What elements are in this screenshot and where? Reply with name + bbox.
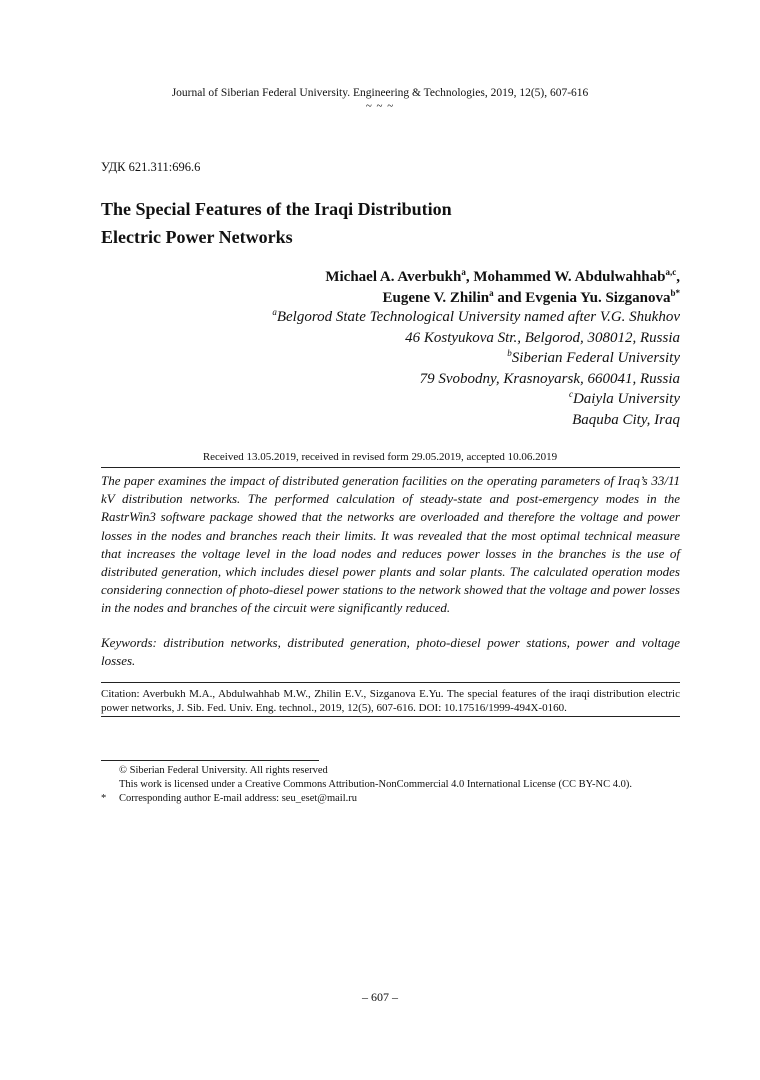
affiliation-name: $^a$Belgorod State Technological University named after V.G. Shukhov xyxy=(272,307,680,325)
affiliation-mark: c xyxy=(568,389,573,399)
affiliation-name: $^c$Daiyla University xyxy=(568,389,680,407)
author-name: Michael A. Averbukh xyxy=(325,269,462,285)
citation-top-rule xyxy=(101,682,680,683)
footnote-license: This work is licensed under a Creative Commons Attribution-NonCommercial 4.0 International License (CC BY-NC 4.0). xyxy=(119,779,632,790)
paper-title-line-1: The Special Features of the Iraqi Distribution xyxy=(101,199,452,219)
author-affiliation-mark: a xyxy=(461,267,466,277)
author-affiliation-mark: a xyxy=(489,288,494,298)
abstract: The paper examines the impact of distributed generation facilities on the operating parameters of Iraq’s 33/11 kV distribution networks. The performed calculation of steady-state and post-emergency modes in the RastrWin3 software package showed that the networks are overloaded and therefore the voltage and power losses in the nodes and branches reach their limits. It was revealed that the most optimal technical measure that increases the voltage level in the load nodes and reduces power losses in the branches is the use of distributed generation, which includes diesel power plants and solar plants. The calculated operation modes considering connection of photo-diesel power stations to the network showed that the voltage and power losses in the nodes and branches of the circuit were significantly reduced. xyxy=(101,473,680,616)
author-separator: and xyxy=(493,290,526,306)
affiliation-address: 79 Svobodny, Krasnoyarsk, 660041, Russia xyxy=(419,370,680,387)
udk-code: УДК 621.311:696.6 xyxy=(101,160,201,174)
footnote-rule xyxy=(101,760,319,761)
affiliation-address: Baquba City, Iraq xyxy=(572,411,680,428)
author-line-2 xyxy=(325,288,680,309)
page-number: – 607 – xyxy=(362,990,398,1004)
affiliation-name: $^b$Siberian Federal University xyxy=(507,348,680,366)
paper-title xyxy=(101,195,661,251)
footnote-corresponding: * Corresponding author E-mail address: seu_eset@mail.ru xyxy=(101,793,357,804)
author-name: Mohammed W. Abdulwahhab xyxy=(473,269,666,285)
header-ornament: ~ ~ ~ xyxy=(365,100,395,112)
author-affiliation-mark: a,c xyxy=(665,267,677,277)
affiliation-address: 46 Kostyukova Str., Belgorod, 308012, Russia xyxy=(405,329,680,346)
footnotes xyxy=(101,764,701,806)
received-dates: Received 13.05.2019, received in revised form 29.05.2019, accepted 10.06.2019 xyxy=(202,451,558,463)
paper-title-line-2: Electric Power Networks xyxy=(101,227,293,247)
author-line-1 xyxy=(325,267,680,288)
affiliations xyxy=(272,307,680,430)
citation: Citation: Averbukh M.A., Abdulwahhab M.W., Zhilin E.V., Sizganova E.Yu. The special features of the iraqi distribution electric power networks, J. Sib. Fed. Univ. Eng. technol., 2019, 12(5), 607-616. DOI: 10.17516/1999-494X-0160. xyxy=(101,688,680,714)
footnote-asterisk: * xyxy=(101,793,107,804)
author-affiliation-mark: b* xyxy=(670,288,680,298)
affiliation-mark: b xyxy=(507,348,512,358)
author-name: Eugene V. Zhilin xyxy=(382,290,490,306)
journal-header: Journal of Siberian Federal University. Engineering & Technologies, 2019, 12(5), 607-616 xyxy=(171,87,589,99)
affiliation-mark: a xyxy=(272,307,277,317)
keywords: Keywords: distribution networks, distributed generation, photo-diesel power stations, power and voltage losses. xyxy=(101,635,680,668)
author-separator: , xyxy=(465,269,474,285)
citation-bottom-rule xyxy=(101,716,680,717)
author-separator: , xyxy=(676,269,680,285)
abstract-top-rule xyxy=(101,467,680,468)
footnote-copyright: © Siberian Federal University. All rights reserved xyxy=(119,765,328,776)
author-name: Evgenia Yu. Sizganova xyxy=(525,290,671,306)
author-list xyxy=(325,267,680,309)
